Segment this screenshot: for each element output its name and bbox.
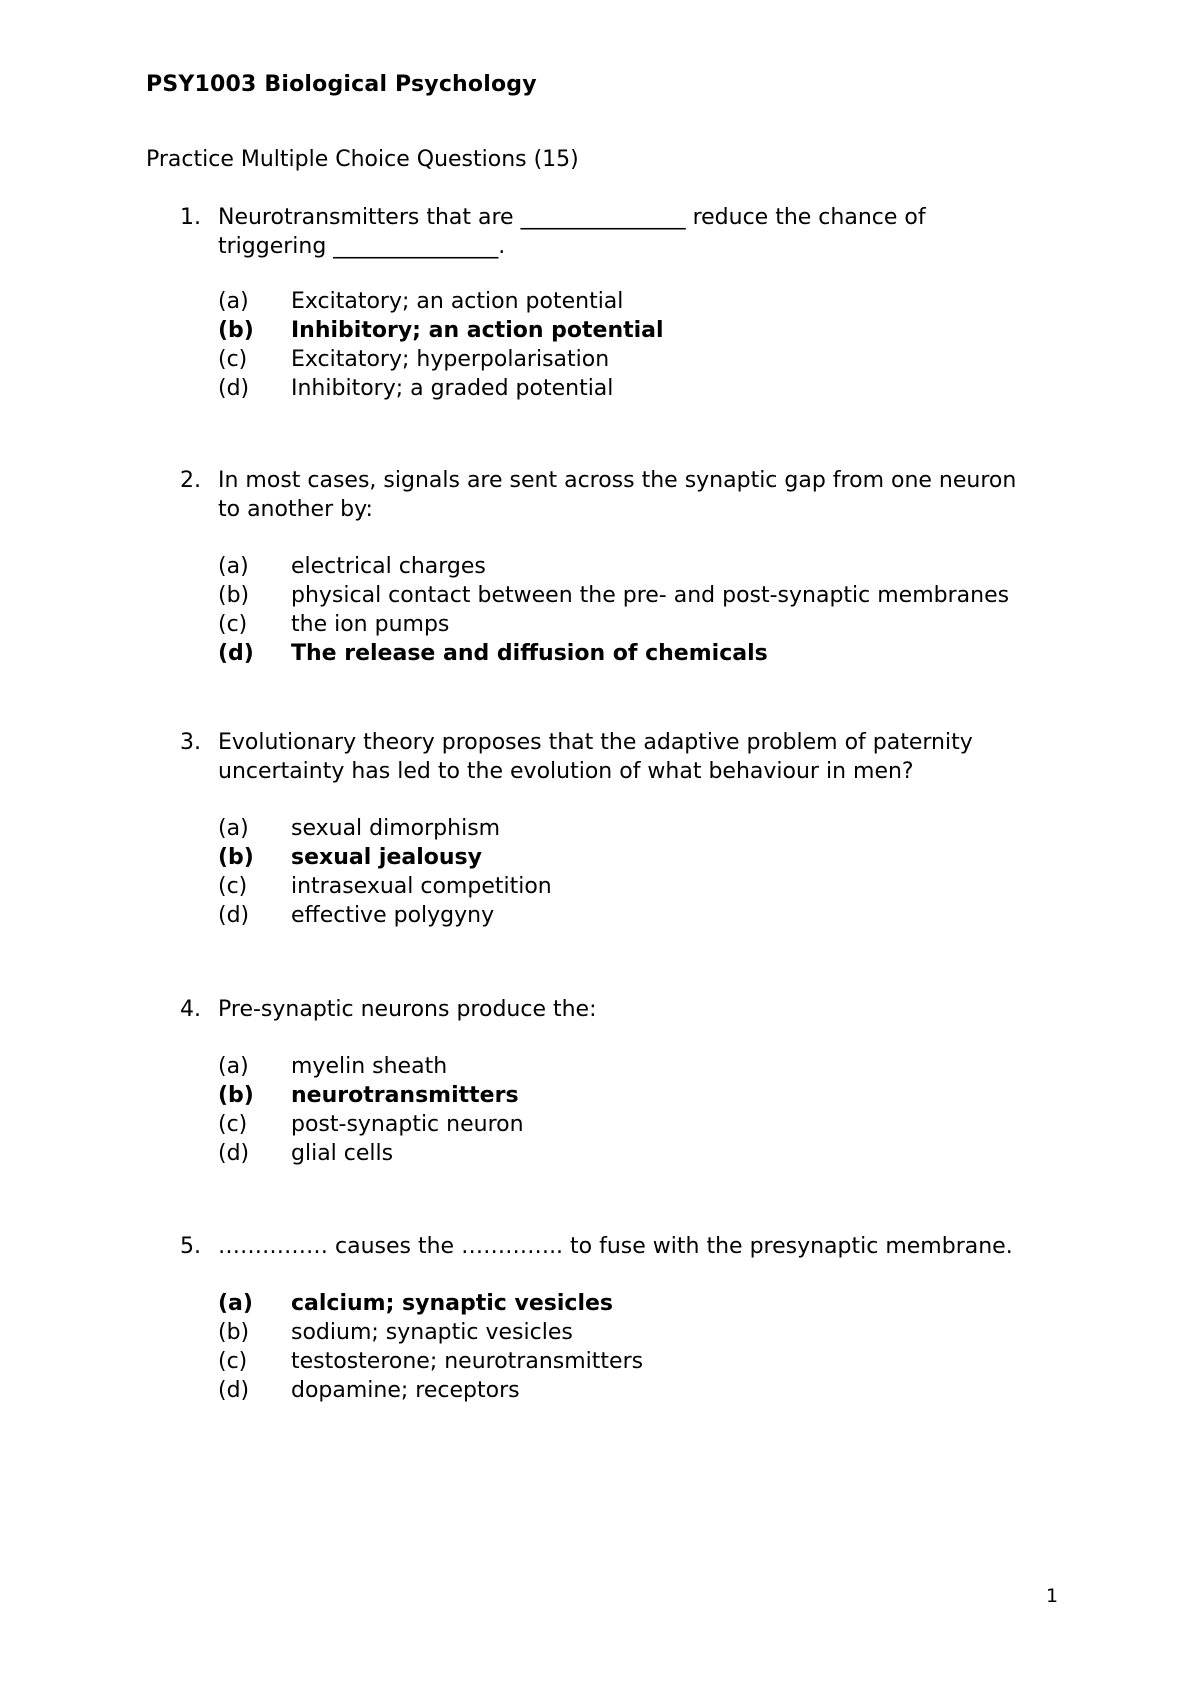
- option-text: sexual jealousy: [291, 845, 482, 870]
- option-letter: (d): [218, 641, 254, 666]
- option-text: effective polygyny: [291, 903, 495, 928]
- option-letter: (c): [218, 1349, 248, 1374]
- option-letter: (a): [218, 554, 249, 579]
- question-number: 5.: [180, 1234, 201, 1259]
- option-text: dopamine; receptors: [291, 1378, 520, 1403]
- option-text: physical contact between the pre- and post-synaptic membranes: [291, 583, 1010, 608]
- question-text: …………… causes the ………….. to fuse with the presynaptic membrane.: [218, 1234, 1013, 1259]
- question-number: 3.: [180, 730, 201, 755]
- option-letter: (d): [218, 1378, 250, 1403]
- option-text: Inhibitory; a graded potential: [291, 376, 614, 401]
- option-text: testosterone; neurotransmitters: [291, 1349, 644, 1374]
- option-text: The release and diffusion of chemicals: [291, 641, 768, 666]
- option-text: sodium; synaptic vesicles: [291, 1320, 573, 1345]
- question-number: 1.: [180, 205, 201, 230]
- question-number: 4.: [180, 997, 201, 1022]
- option-letter: (d): [218, 903, 250, 928]
- option-text: intrasexual competition: [291, 874, 552, 899]
- option-letter: (a): [218, 816, 249, 841]
- question-text: Neurotransmitters that are _______________ reduce the chance of triggering _______________.: [218, 205, 926, 259]
- option-letter: (d): [218, 376, 250, 401]
- option-text: neurotransmitters: [291, 1083, 519, 1108]
- question-number: 2.: [180, 468, 201, 493]
- option-letter: (c): [218, 347, 248, 372]
- option-letter: (b): [218, 318, 254, 343]
- option-text: Excitatory; hyperpolarisation: [291, 347, 610, 372]
- option-text: Inhibitory; an action potential: [291, 318, 664, 343]
- document-subtitle: Practice Multiple Choice Questions (15): [146, 147, 579, 172]
- option-letter: (b): [218, 1320, 250, 1345]
- option-letter: (c): [218, 612, 248, 637]
- option-letter: (b): [218, 583, 250, 608]
- option-letter: (c): [218, 1112, 248, 1137]
- option-letter: (c): [218, 874, 248, 899]
- page-number: 1: [1046, 1585, 1059, 1607]
- question-text: In most cases, signals are sent across the synaptic gap from one neuron to another by:: [218, 468, 1017, 522]
- option-text: the ion pumps: [291, 612, 450, 637]
- option-letter: (d): [218, 1141, 250, 1166]
- option-text: Excitatory; an action potential: [291, 289, 624, 314]
- option-letter: (b): [218, 1083, 254, 1108]
- option-text: calcium; synaptic vesicles: [291, 1291, 613, 1316]
- option-letter: (b): [218, 845, 254, 870]
- option-letter: (a): [218, 289, 249, 314]
- option-text: post-synaptic neuron: [291, 1112, 524, 1137]
- option-text: electrical charges: [291, 554, 486, 579]
- question-text: Evolutionary theory proposes that the adaptive problem of paternity uncertainty has led to the evolution of what behaviour in men?: [218, 730, 973, 784]
- question-text: Pre-synaptic neurons produce the:: [218, 997, 597, 1022]
- option-text: glial cells: [291, 1141, 394, 1166]
- document-title: PSY1003 Biological Psychology: [146, 72, 537, 97]
- option-text: myelin sheath: [291, 1054, 448, 1079]
- option-letter: (a): [218, 1054, 249, 1079]
- option-text: sexual dimorphism: [291, 816, 501, 841]
- option-letter: (a): [218, 1291, 253, 1316]
